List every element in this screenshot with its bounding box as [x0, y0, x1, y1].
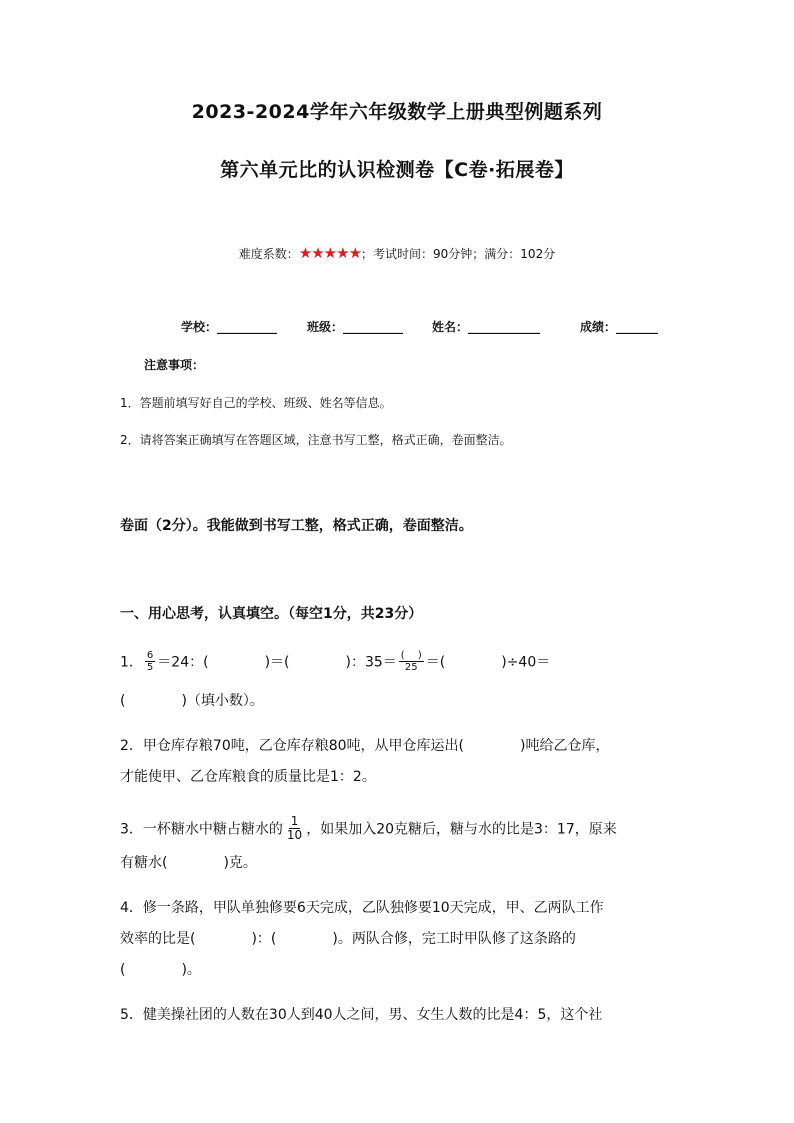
- neatness-statement: 卷面（2分）。我能做到书写工整，格式正确，卷面整洁。: [120, 518, 473, 534]
- question-1-line-2: ( )（填小数）。: [120, 693, 264, 709]
- fraction-denominator: 10: [286, 828, 303, 842]
- note-item: 2．请将答案正确填写在答题区域，注意书写工整，格式正确，卷面整洁。: [120, 433, 512, 447]
- exam-info: [0, 244, 794, 262]
- question-2-line-2: 才能使甲、乙仓库粮食的质量比是1：2。: [120, 769, 376, 785]
- question-4-line-1: 4．修一条路，甲队单独修要6天完成，乙队独修要10天完成，甲、乙两队工作: [120, 900, 604, 916]
- question-number: 1．: [120, 654, 143, 671]
- score-field[interactable]: 成绩：_______: [580, 320, 659, 334]
- question-4-line-2: 效率的比是( )：( )。两队合修，完工时甲队修了这条路的: [120, 931, 576, 947]
- exam-time-score: ；考试时间：90分钟；满分：102分: [361, 247, 556, 261]
- section-heading: 一、用心思考，认真填空。（每空1分，共23分）: [120, 606, 423, 622]
- question-5-line-1: 5．健美操社团的人数在30人到40人之间，男、女生人数的比是4：5，这个社: [120, 1007, 603, 1023]
- question-text: 3．一杯糖水中糖占糖水的: [120, 821, 283, 838]
- fraction-numerator: 1: [290, 814, 299, 828]
- fraction: [399, 650, 424, 673]
- difficulty-label: 难度系数：: [238, 247, 299, 261]
- question-2-line-1: 2．甲仓库存粮70吨，乙仓库存粮80吨，从甲仓库运出( )吨给乙仓库，: [120, 738, 610, 754]
- difficulty-stars-icon: ★★★★★: [298, 244, 362, 262]
- question-text: ，如果加入20克糖后，糖与水的比是3：17，原来: [306, 821, 617, 838]
- fraction-denominator: 25: [404, 662, 418, 673]
- question-text: ＝( )÷40＝: [425, 654, 551, 671]
- fraction-numerator: ( ): [400, 650, 422, 661]
- question-3-line-2: 有糖水( )克。: [120, 855, 257, 871]
- school-field[interactable]: 学校：__________: [181, 320, 278, 334]
- name-field[interactable]: 姓名：____________: [432, 320, 541, 334]
- note-item: 1．答题前填写好自己的学校、班级、姓名等信息。: [120, 396, 392, 410]
- notes-heading: 注意事项：: [144, 358, 205, 372]
- question-1-line-1: [120, 651, 550, 674]
- class-field[interactable]: 班级：__________: [307, 320, 404, 334]
- fraction: [145, 650, 155, 673]
- title-line-1: 2023-2024学年六年级数学上册典型例题系列: [191, 101, 603, 123]
- question-text: ＝24：( )＝( )：35＝: [157, 654, 397, 671]
- title-line-2: 第六单元比的认识检测卷【C卷·拓展卷】: [220, 159, 574, 181]
- fraction: [285, 815, 304, 842]
- question-3-line-1: [120, 816, 617, 843]
- question-4-line-3: ( )。: [120, 962, 201, 978]
- fraction-denominator: 5: [146, 662, 154, 673]
- fraction-numerator: 6: [146, 650, 154, 661]
